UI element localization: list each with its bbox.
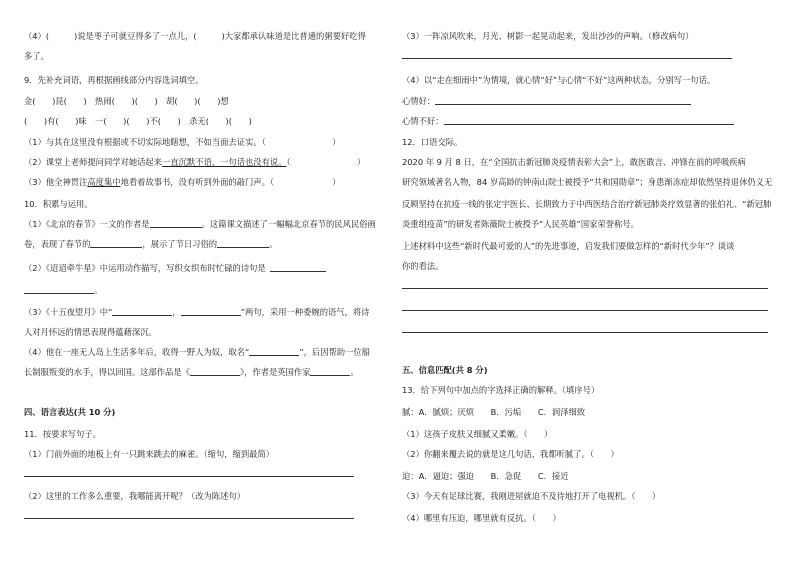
q10-1-line2: [24, 238, 277, 250]
q9-item-3-a: （3）他全神贯注: [24, 177, 88, 187]
q10-4-d: 》，作者是英国作家: [239, 367, 311, 377]
answer-blank[interactable]: [24, 284, 94, 294]
po-options: 迫：A．逼迫；强迫 B．急促 C．接近: [402, 471, 569, 481]
q12-para-4: 炎重组疫苗”的研发者陈薇院士被授予“人民英雄”国家荣誉称号。: [402, 219, 639, 229]
q9-item-2-a: （2）课堂上老师提问同学对她话起来: [24, 157, 163, 167]
mood-bad-line: [402, 115, 734, 127]
answer-blank[interactable]: [90, 238, 142, 248]
q9-item-3: [24, 176, 340, 188]
q11-3: （3）一阵凉风吹来，月光、树影一起晃动起来，发出沙沙的声响。（修改病句）: [402, 31, 694, 41]
answer-blank[interactable]: [249, 346, 299, 356]
q8-4-line2: 多了。: [24, 51, 49, 61]
mood-good-line: [402, 95, 691, 107]
answer-blank[interactable]: [150, 218, 202, 228]
answer-blank[interactable]: [435, 95, 691, 105]
q13-3: （3）今天有足球比赛，我刚进屋就迫不及待地打开了电视机。（ ）: [402, 491, 661, 501]
q10-3-line1: [24, 306, 369, 318]
answer-blank[interactable]: [444, 115, 734, 125]
section-4-heading: 四、语言表达(共 10 分): [24, 407, 116, 417]
q12-para-3: 反顾坚持在抗疫一线的张定宇医长、长期致力于中西医结合治疗新冠肺炎疗效显著的张伯礼、“新冠肺: [402, 199, 772, 209]
q12-heading: 12．口语交际。: [402, 137, 463, 147]
answer-blank[interactable]: [112, 306, 172, 316]
q9-item-2-underlined: 一直沉默不语，一句话也没有说。: [162, 157, 287, 167]
answer-blank[interactable]: [181, 306, 241, 316]
q13-4: （4）哪里有压迫，哪里就有反抗。（ ）: [402, 513, 561, 523]
q10-4-e: 。: [350, 367, 359, 377]
answer-blank[interactable]: [270, 262, 326, 272]
q13-heading: 13．给下列句中加点的字选择正确的解释。（填序号）: [402, 385, 600, 395]
q10-4-b: ”，后因帮助一位船: [299, 347, 370, 357]
q10-4-line1: [24, 346, 370, 358]
q13-2: （2）你翻来覆去说的就是这几句话，我都听腻了。（ ）: [402, 449, 619, 459]
q10-3-line2: 人对月怀远的情思表现得蕴藉深沉。: [24, 327, 157, 337]
q10-heading: 10．积累与运用。: [24, 199, 93, 209]
q8-4-line1: （4）( )说是枣子可就豆得多了一点儿，( )大家都承认味道是比普通的粥要好吃得: [24, 31, 366, 41]
answer-blank[interactable]: [217, 238, 269, 248]
q10-2-line2: [24, 284, 102, 296]
q13-1: （1）这孩子皮肤又细腻又柔嫩。（ ）: [402, 429, 553, 439]
q10-4-line2: [24, 366, 359, 378]
q10-2-a: （2）《迢迢牵牛星》中运用动作描写，写织女织布时忙碌的诗句是: [24, 263, 266, 273]
answer-line[interactable]: [24, 476, 354, 477]
answer-blank[interactable]: [190, 366, 240, 376]
q10-1-e: 。: [269, 239, 278, 249]
q12-para-5: 上述材料中这些“新时代最可爱的人”的先进事迹，启发我们要做怎样的“新时代少年”？谈谈: [402, 241, 735, 251]
q10-4-c: 长制服叛变的水手，得以回国。这部作品是《: [24, 367, 190, 377]
answer-line[interactable]: [402, 58, 732, 59]
q9-item-3-underlined: 高度集中: [87, 177, 121, 187]
q12-para-2: 研究领域著名人物，84 岁高龄的钟南山院士被授予“共和国勋章”；身患渐冻症却依然坚持退休仍义无: [402, 177, 773, 187]
q10-2-line1: [24, 262, 326, 274]
q10-3-b: ，: [172, 307, 181, 317]
answer-blank[interactable]: [310, 366, 350, 376]
q12-para-1: 2020 年 9 月 8 日，在“全国抗击新冠肺炎疫情表彰大会”上，敢医敢言、冲锋在前的呼吸疾病: [402, 157, 746, 167]
answer-line[interactable]: [402, 332, 768, 333]
q10-1-a: （1）《北京的春节》一文的作者是: [24, 219, 150, 229]
q12-para-6: 你的看法。: [402, 261, 444, 271]
q9-item-1: （1）与其在这里没有根据或不切实际地瞎想，不如当面去证实。（ ）: [24, 137, 341, 147]
mood-bad-label: 心情不好：: [402, 116, 444, 126]
q9-heading: 9．先补充词语，再根据画线部分内容选词填空。: [24, 75, 204, 85]
answer-line[interactable]: [402, 288, 768, 289]
q11-4: （4）以“走在细雨中”为情境，就心情“好”与心情“不好”这两种状态，分别写一句话。: [402, 75, 716, 85]
answer-line[interactable]: [24, 518, 354, 519]
q9-item-2-c: （ ）: [286, 157, 366, 167]
q10-3-c: ”两句，采用一种委婉的语气，将诗: [240, 307, 370, 317]
ni-options: 腻：A．腻烦；厌烦 B．污垢 C．润泽细致: [402, 407, 586, 417]
q11-1: （1）门前外面的地板上有一只跳来跳去的麻雀。（缩句，缩到最简）: [24, 449, 275, 459]
q9-words-row2: ( )有( )味 一( )( )不( ) 杀无( )( ): [24, 116, 252, 126]
q9-item-3-c: 地看着故事书，没有听到外面的敲门声。（ ）: [120, 177, 341, 187]
q9-item-2: [24, 156, 365, 168]
q10-3-a: （3）《十五夜望月》中“: [24, 307, 113, 317]
q10-1-line1: [24, 218, 376, 230]
q9-words-row1: 金( )昆( ) 热闹( )( ) 胡( )( )想: [24, 96, 229, 106]
q11-heading: 11．按要求写句子。: [24, 429, 101, 439]
q11-2: （2）这里的工作多么重要，我哪能离开呢？（改为陈述句）: [24, 491, 245, 501]
q10-1-c: 卷，表现了春节的: [24, 239, 91, 249]
answer-line[interactable]: [402, 310, 768, 311]
q10-4-a: （4）他在一座无人岛上生活多年后，收得一野人为奴，取名“: [24, 347, 250, 357]
q10-1-b: 。这篇课文描述了一幅幅北京春节的民风民俗画: [201, 219, 376, 229]
section-5-heading: 五、信息匹配(共 8 分): [402, 365, 488, 375]
q10-2-b: 。: [94, 285, 103, 295]
mood-good-label: 心情好：: [402, 96, 436, 106]
q10-1-d: ，展示了节日习俗的: [142, 239, 218, 249]
